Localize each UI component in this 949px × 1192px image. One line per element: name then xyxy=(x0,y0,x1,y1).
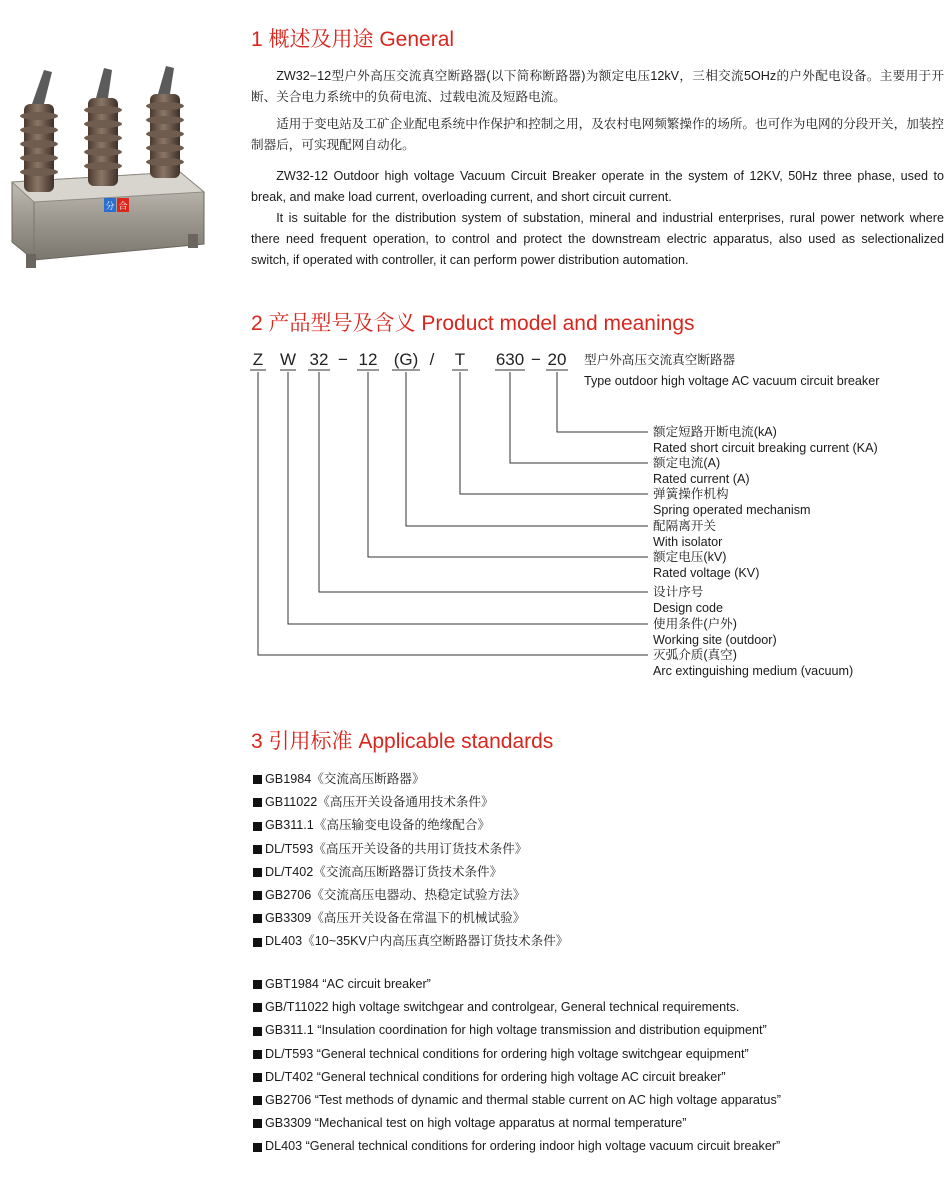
bushing-left xyxy=(20,70,58,192)
close-indicator-label: 合 xyxy=(118,201,128,211)
model-name-en: Type outdoor high voltage AC vacuum circuit breaker xyxy=(584,374,880,388)
meaning-en-rated-voltage: Rated voltage (KV) xyxy=(653,566,760,580)
meaning-cn-design-code: 设计序号 xyxy=(653,585,704,599)
code-token-slash: / xyxy=(429,350,435,369)
meaning-cn-working-site: 使用条件(户外) xyxy=(653,617,737,631)
list-item: DL/T593《高压开关设备的共用订货技术条件》 xyxy=(253,838,568,861)
model-code-diagram xyxy=(248,346,948,686)
paragraph-en-1: ZW32-12 Outdoor high voltage Vacuum Circuit Breaker operate in the system of 12KV, 50Hz three phase, used to break, and make load current, overloading current, and short circuit current. xyxy=(251,169,944,204)
list-item: DL/T402《交流高压断路器订货技术条件》 xyxy=(253,861,568,884)
square-bullet-icon xyxy=(253,1027,262,1036)
list-item: GB311.1《高压输变电设备的绝缘配合》 xyxy=(253,814,568,837)
square-bullet-icon xyxy=(253,1073,262,1082)
paragraph-en-2: It is suitable for the distribution system of substation, mineral and industrial enterprises, rural power network where there need frequent operation, to control and protect the downstream electric apparatus, also used as selectionalized switch, if operated with controller, it can perform power distribution automation. xyxy=(251,211,944,267)
square-bullet-icon xyxy=(253,868,262,877)
list-item: GB2706《交流高压电器动、热稳定试验方法》 xyxy=(253,884,568,907)
list-item: GB11022《高压开关设备通用技术条件》 xyxy=(253,791,568,814)
code-token-630: 630 xyxy=(495,350,525,369)
meaning-en-arc-medium: Arc extinguishing medium (vacuum) xyxy=(653,664,854,678)
leader-line-z xyxy=(258,372,648,655)
meaning-en-design-code: Design code xyxy=(653,601,724,615)
list-item: GB311.1 “Insulation coordination for high voltage transmission and distribution equipment” xyxy=(253,1019,781,1042)
meaning-cn-rated-voltage: 额定电压(kV) xyxy=(653,550,727,564)
list-item: GBT1984 “AC circuit breaker” xyxy=(253,973,781,996)
meaning-en-breaking-current: Rated short circuit breaking current (KA) xyxy=(653,441,878,455)
section-general-title: 1 概述及用途 General xyxy=(251,28,455,51)
meaning-cn-spring-mechanism: 弹簧操作机构 xyxy=(653,487,729,501)
square-bullet-icon xyxy=(253,1096,262,1105)
meaning-en-isolator: With isolator xyxy=(653,535,723,549)
meaning-en-working-site: Working site (outdoor) xyxy=(653,633,777,647)
square-bullet-icon xyxy=(253,798,262,807)
list-item: GB1984《交流高压断路器》 xyxy=(253,768,568,791)
standards-list-en xyxy=(253,973,781,1159)
standards-list-cn xyxy=(253,768,568,954)
bushing-middle xyxy=(84,68,122,186)
leader-line-g xyxy=(406,372,648,526)
list-item: GB/T11022 high voltage switchgear and controlgear, General technical requirements. xyxy=(253,996,781,1019)
meaning-en-rated-current: Rated current (A) xyxy=(653,472,750,486)
code-token-z: Z xyxy=(252,350,264,369)
square-bullet-icon xyxy=(253,1119,262,1128)
square-bullet-icon xyxy=(253,775,262,784)
square-bullet-icon xyxy=(253,1003,262,1012)
code-token-32: 32 xyxy=(309,350,329,369)
leader-line-w xyxy=(288,372,648,624)
section-model-title: 2 产品型号及含义 Product model and meanings xyxy=(251,312,695,335)
list-item: GB3309 “Mechanical test on high voltage apparatus at normal temperature” xyxy=(253,1112,781,1135)
square-bullet-icon xyxy=(253,938,262,947)
square-bullet-icon xyxy=(253,822,262,831)
square-bullet-icon xyxy=(253,845,262,854)
code-token-g: (G) xyxy=(393,350,419,369)
open-indicator-label: 分 xyxy=(105,201,115,211)
section-general-text xyxy=(251,66,944,271)
square-bullet-icon xyxy=(253,1143,262,1152)
square-bullet-icon xyxy=(253,980,262,989)
list-item: DL/T402 “General technical conditions for ordering high voltage AC circuit breaker” xyxy=(253,1066,781,1089)
code-token-t: T xyxy=(454,350,466,369)
square-bullet-icon xyxy=(253,891,262,900)
paragraph-cn-2: 适用于变电站及工矿企业配电系统中作保护和控制之用，及农村电网频繁操作的场所。也可作为电网的分段开关，加装控制器后，可实现配网自动化。 xyxy=(251,117,944,152)
meaning-en-spring-mechanism: Spring operated mechanism xyxy=(653,503,811,517)
leader-line-t xyxy=(460,372,648,494)
list-item: GB3309《高压开关设备在常温下的机械试验》 xyxy=(253,907,568,930)
list-item: DL403 “General technical conditions for ordering indoor high voltage vacuum circuit breaker” xyxy=(253,1135,781,1158)
code-token-12: 12 xyxy=(358,350,378,369)
square-bullet-icon xyxy=(253,914,262,923)
meaning-cn-rated-current: 额定电流(A) xyxy=(653,456,721,470)
meaning-cn-breaking-current: 额定短路开断电流(kA) xyxy=(653,425,777,439)
meaning-cn-isolator: 配隔离开关 xyxy=(653,519,716,533)
code-token-w: W xyxy=(279,350,297,369)
square-bullet-icon xyxy=(253,1050,262,1059)
bushing-right xyxy=(146,66,184,178)
list-item: DL403《10~35KV户内高压真空断路器订货技术条件》 xyxy=(253,930,568,953)
code-token-dash-1: − xyxy=(338,350,348,369)
meaning-cn-arc-medium: 灭弧介质(真空) xyxy=(653,648,737,662)
model-name-cn: 型户外高压交流真空断路器 xyxy=(584,353,736,367)
list-item: DL/T593 “General technical conditions for ordering high voltage switchgear equipment” xyxy=(253,1043,781,1066)
leader-line-12 xyxy=(368,372,648,557)
product-image xyxy=(4,64,208,274)
list-item: GB2706 “Test methods of dynamic and thermal stable current on AC high voltage apparatus” xyxy=(253,1089,781,1112)
code-token-20: 20 xyxy=(547,350,567,369)
code-token-dash-2: − xyxy=(531,350,541,369)
section-standards-title: 3 引用标准 Applicable standards xyxy=(251,730,554,753)
paragraph-cn-1: ZW32−12型户外高压交流真空断路器(以下简称断路器)为额定电压12kV，三相交流5OHz的户外配电设备。主要用于开断、关合电力系统中的负荷电流、过载电流及短路电流。 xyxy=(251,69,944,104)
